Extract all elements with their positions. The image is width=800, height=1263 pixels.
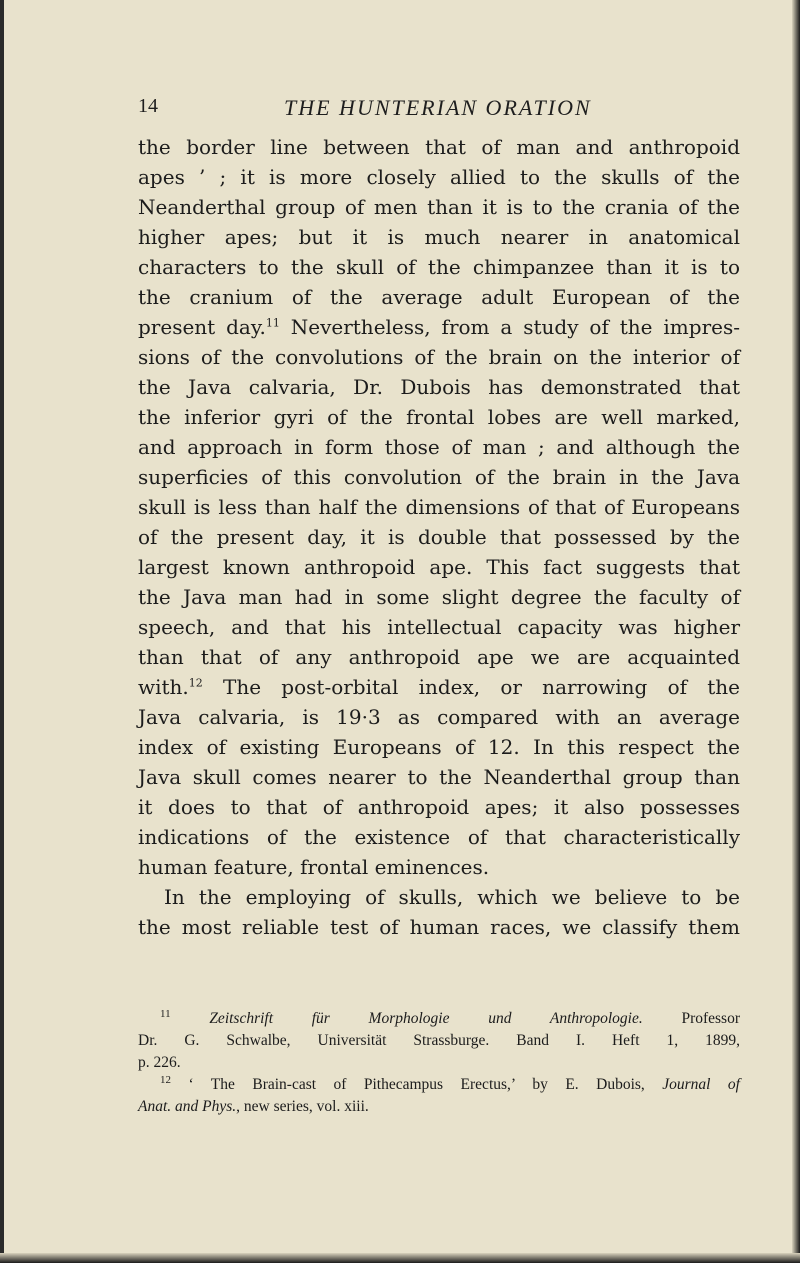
page-right-edge	[792, 0, 800, 1263]
text-line: Java calvaria, is 19·3 as compared with an average	[138, 705, 740, 729]
page-number: 14	[138, 95, 158, 117]
text-line: the Java calvaria, Dr. Dubois has demonstrated that	[138, 375, 740, 399]
text-fragment: , new series, vol. xiii.	[236, 1098, 369, 1115]
footnote-number: 12	[160, 1073, 171, 1086]
text-line: the border line between that of man and anthropoid	[138, 135, 740, 159]
text-line: Java skull comes nearer to the Neanderthal group than	[138, 765, 740, 789]
footnote-11	[138, 1008, 740, 1030]
text-line: of the present day, it is double that possessed by the	[138, 525, 740, 549]
text-line: higher apes; but it is much nearer in anatomical	[138, 225, 740, 249]
text-fragment: with.	[138, 675, 189, 699]
text-line: indications of the existence of that characteristically	[138, 825, 740, 849]
text-line: the Java man had in some slight degree the faculty of	[138, 585, 740, 609]
footnote-ref-12: 12	[188, 676, 203, 690]
text-line	[138, 672, 740, 702]
text-line: skull is less than half the dimensions of that of Europeans	[138, 495, 740, 519]
footnotes	[138, 1008, 740, 1118]
text-line: apes ’ ; it is more closely allied to the skulls of the	[138, 165, 740, 189]
text-line: and approach in form those of man ; and although the	[138, 435, 740, 459]
text-line: superficies of this convolution of the brain in the Java	[138, 465, 740, 489]
text-fragment: ‘ The Brain-cast of Pithecampus Erectus,’ by E. Dubois,	[171, 1076, 663, 1093]
text-line: speech, and that his intellectual capacity was higher	[138, 615, 740, 639]
journal-title: Anat. and Phys.	[138, 1098, 237, 1115]
text-fragment: Nevertheless, from a study of the impres-	[279, 315, 740, 339]
journal-title: Zeitschrift für Morphologie und Anthropologie.	[209, 1010, 643, 1027]
text-line: In the employing of skulls, which we believe to be	[164, 885, 740, 909]
footnote-line	[138, 1096, 740, 1118]
text-line: largest known anthropoid ape. This fact suggests that	[138, 555, 740, 579]
footnote-line: p. 226.	[138, 1054, 181, 1071]
text-line: human feature, frontal eminences.	[138, 855, 490, 879]
text-fragment: present day.	[138, 315, 266, 339]
text-line: index of existing Europeans of 12. In this respect the	[138, 735, 740, 759]
text-line: it does to that of anthropoid apes; it also possesses	[138, 795, 740, 819]
text-line: Neanderthal group of men than it is to the crania of the	[138, 195, 740, 219]
text-line: than that of any anthropoid ape we are acquainted	[138, 645, 740, 669]
page-header	[138, 95, 698, 119]
text-line: sions of the convolutions of the brain on the interior of	[138, 345, 740, 369]
page-bottom-edge	[0, 1253, 800, 1263]
text-line: the most reliable test of human races, we classify them	[138, 915, 740, 939]
text-line: characters to the skull of the chimpanzee than it is to	[138, 255, 740, 279]
journal-title: Journal of	[662, 1076, 740, 1093]
text-line	[138, 312, 740, 342]
footnote-ref-11: 11	[265, 316, 280, 330]
footnote-line: Dr. G. Schwalbe, Universität Strassburge. Band I. Heft 1, 1899,	[138, 1032, 740, 1049]
text-fragment: The post-orbital index, or narrowing of the	[202, 675, 740, 699]
body-text	[138, 132, 740, 942]
footnote-number: 11	[160, 1007, 171, 1020]
text-line: the cranium of the average adult European of the	[138, 285, 740, 309]
running-title: THE HUNTERIAN ORATION	[284, 95, 592, 120]
page-left-edge	[0, 0, 4, 1263]
text-line: the inferior gyri of the frontal lobes are well marked,	[138, 405, 740, 429]
text-fragment: Professor	[642, 1010, 740, 1027]
footnote-12	[138, 1074, 740, 1096]
